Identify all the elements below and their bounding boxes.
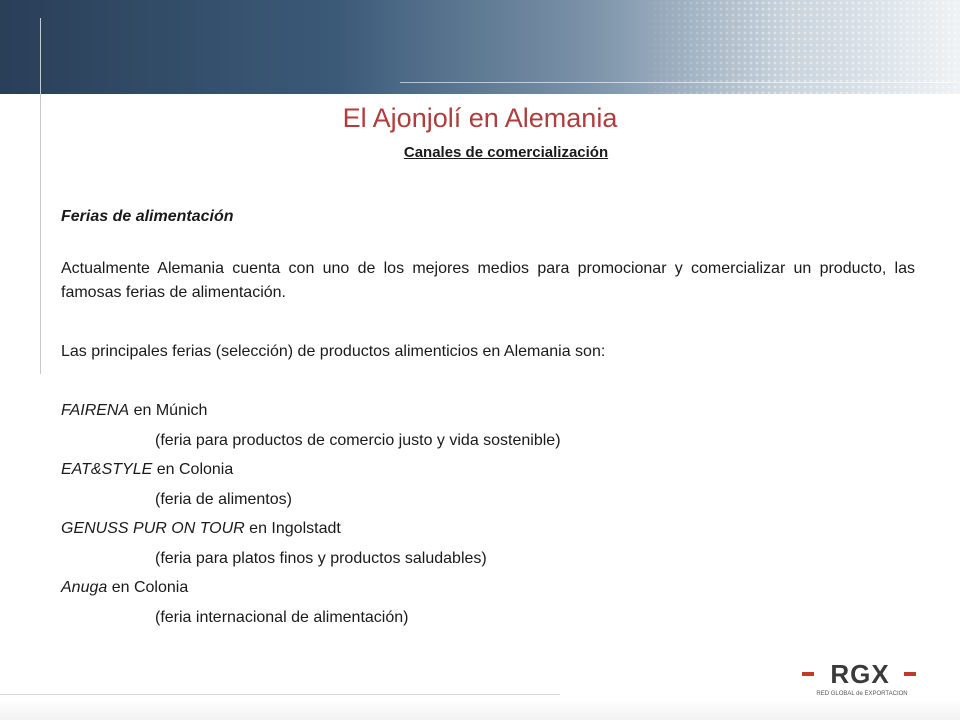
fair-name: Anuga — [61, 579, 108, 596]
fair-location: en Colonia — [107, 579, 189, 596]
fair-item — [61, 576, 915, 606]
fair-description: (feria internacional de alimentación) — [155, 608, 409, 626]
fair-location: en Múnich — [129, 402, 208, 419]
fair-name: GENUSS PUR ON TOUR — [61, 520, 245, 537]
logo-left-dash — [802, 672, 814, 676]
logo-mark: RGX — [830, 659, 890, 689]
fair-location: en Colonia — [152, 461, 234, 478]
header-divider — [400, 82, 960, 83]
fair-description: (feria de alimentos) — [155, 490, 292, 508]
world-dot-pattern — [640, 0, 960, 94]
fair-name: FAIRENA — [61, 402, 130, 419]
slide-body — [61, 205, 915, 635]
left-decorative-rule — [40, 18, 41, 374]
fairs-intro-paragraph: Las principales ferias (selección) de productos alimenticios en Alemania son: — [61, 343, 606, 360]
rgx-logo — [800, 655, 930, 700]
logo-right-dash — [904, 672, 916, 676]
section-heading: Ferias de alimentación — [61, 208, 234, 225]
footer-shade — [0, 700, 960, 720]
fair-item — [61, 399, 915, 429]
logo-tagline: RED GLOBAL de EXPORTACION — [816, 691, 908, 697]
header-banner — [0, 0, 960, 94]
fair-name: EAT&STYLE — [61, 461, 153, 478]
intro-paragraph: Actualmente Alemania cuenta con uno de los mejores medios para promocionar y comercializar un producto, las famosas ferias de alimentación. — [61, 260, 915, 301]
fair-item — [61, 517, 915, 547]
slide-subtitle: Canales de comercialización — [403, 144, 609, 161]
fair-description: (feria para platos finos y productos saludables) — [155, 549, 487, 567]
fair-item — [61, 458, 915, 488]
footer-rule — [0, 694, 560, 695]
fairs-list — [61, 399, 915, 635]
slide-title: El Ajonjolí en Alemania — [342, 103, 618, 133]
fair-description: (feria para productos de comercio justo y vida sostenible) — [155, 431, 561, 449]
fair-location: en Ingolstadt — [244, 520, 341, 537]
